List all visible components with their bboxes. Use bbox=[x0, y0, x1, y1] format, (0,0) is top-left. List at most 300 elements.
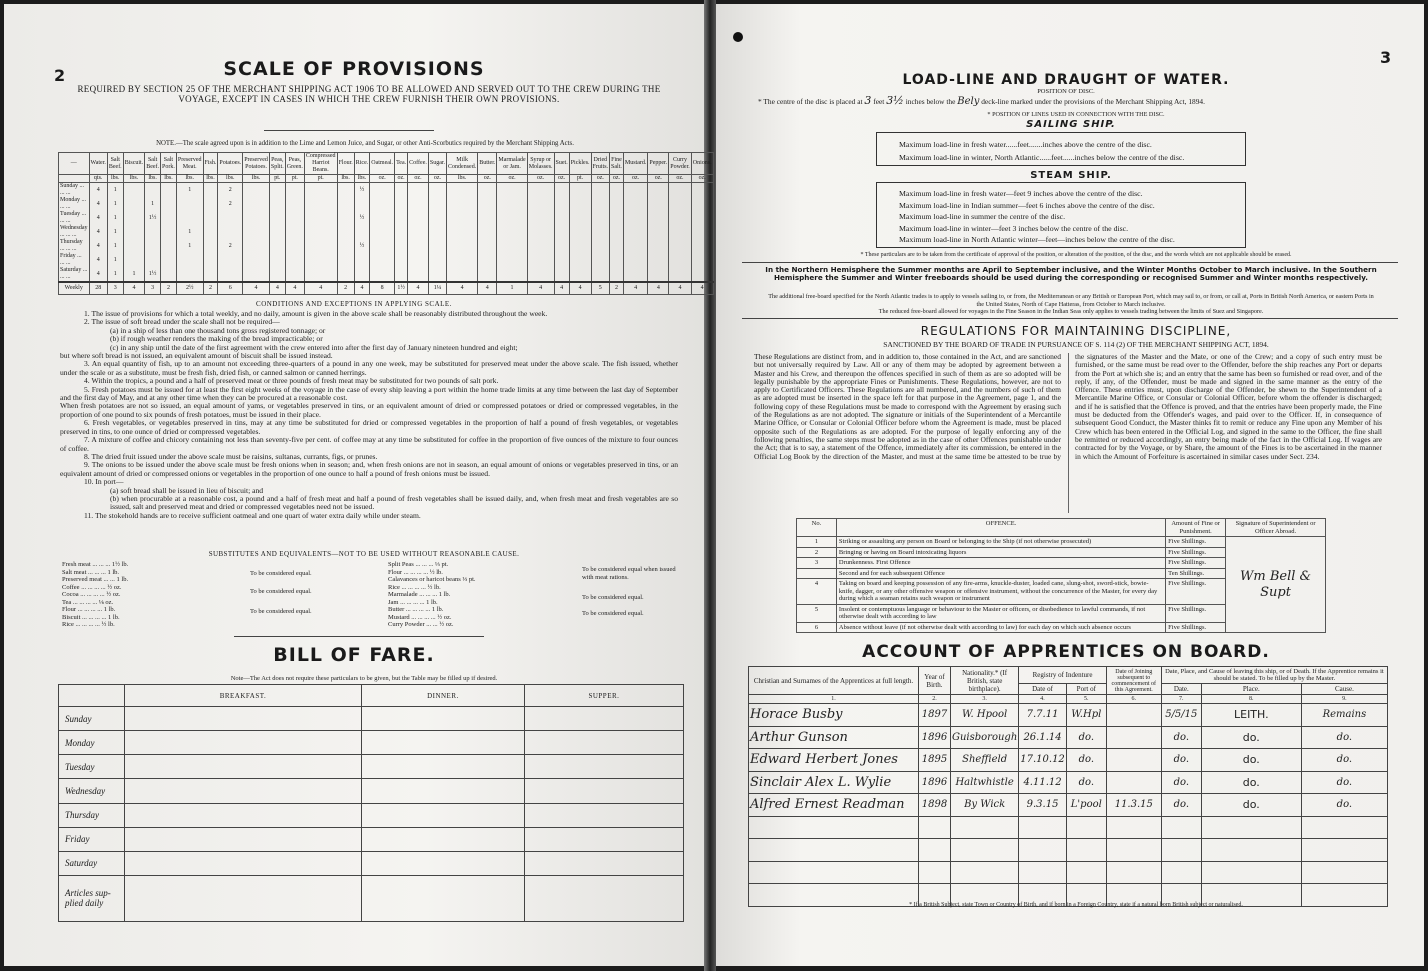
provision-col: Pickles. bbox=[569, 153, 591, 175]
provision-cell bbox=[176, 253, 203, 267]
provision-cell bbox=[478, 183, 497, 198]
apprentice-year[interactable]: 1895 bbox=[919, 749, 951, 772]
fare-cell[interactable] bbox=[361, 707, 524, 731]
apprentice-name[interactable]: Alfred Ernest Readman bbox=[749, 794, 919, 817]
apprentice-place[interactable] bbox=[1201, 861, 1301, 884]
equal-meat-label: To be considered equal when issued with meat rations. bbox=[582, 566, 676, 581]
apprentice-place[interactable]: LEITH. bbox=[1201, 704, 1301, 727]
apprentice-cause[interactable]: do. bbox=[1301, 794, 1387, 817]
apprentice-ldate[interactable] bbox=[1161, 861, 1201, 884]
fare-cell[interactable] bbox=[125, 755, 362, 779]
provision-cell bbox=[337, 239, 354, 253]
fare-cell[interactable] bbox=[361, 731, 524, 755]
provision-cell bbox=[243, 225, 270, 239]
provision-cell: 1 bbox=[107, 239, 123, 253]
provision-cell: 4 bbox=[89, 211, 107, 225]
day-label: Friday ... ... ... bbox=[59, 253, 90, 267]
apprentice-port[interactable] bbox=[1066, 816, 1106, 839]
fare-row bbox=[59, 827, 684, 851]
provision-cell: 1 bbox=[145, 197, 161, 211]
fare-cell[interactable] bbox=[125, 851, 362, 875]
provision-cell bbox=[691, 253, 713, 267]
apprentice-place[interactable]: do. bbox=[1201, 749, 1301, 772]
provision-cell bbox=[370, 197, 395, 211]
condition-item: 8. The dried fruit issued under the above scale must be raisins, sultanas, currants, figs, or prunes. bbox=[84, 451, 378, 461]
sailing-box bbox=[876, 132, 1246, 166]
apprentice-cause[interactable] bbox=[1301, 839, 1387, 862]
column-number: 3. bbox=[951, 695, 1019, 704]
fare-cell[interactable] bbox=[524, 803, 683, 827]
provision-cell bbox=[478, 253, 497, 267]
offence-no: 4 bbox=[797, 579, 837, 605]
apprentice-port[interactable]: L'pool bbox=[1066, 794, 1106, 817]
weekly-cell: 8 bbox=[370, 282, 395, 294]
unit-cell: pt. bbox=[269, 175, 285, 183]
condition-item: but where soft bread is not issued, an equivalent amount of biscuit shall be issued instead. bbox=[60, 351, 333, 361]
apprentice-nat[interactable]: Guisborough bbox=[951, 726, 1019, 749]
unit-cell: lbs. bbox=[337, 175, 354, 183]
apprentice-nat[interactable]: By Wick bbox=[951, 794, 1019, 817]
provision-cell bbox=[269, 239, 285, 253]
provision-col: Milk Condensed. bbox=[447, 153, 478, 175]
column-number: 1. bbox=[749, 695, 919, 704]
equal-label-4: To be considered equal. bbox=[582, 594, 644, 601]
apprentice-nat[interactable]: Sheffield bbox=[951, 749, 1019, 772]
hemisphere-note: In the Northern Hemisphere the Summer months are April to September inclusive, and the Winter Months October to March inclusive. In the Southern Hemisphere the Summer and Winter freeboards should be used during the corresponding or recognised Summer and Winter months respectively. bbox=[765, 265, 1377, 283]
substitute-item: Fresh meat ... ... ... 1½ lb. bbox=[62, 561, 129, 568]
fare-day: Saturday bbox=[59, 851, 125, 875]
weekly-cell: 4 bbox=[243, 282, 270, 294]
weekly-cell: 5 bbox=[591, 282, 610, 294]
apprentice-port[interactable]: do. bbox=[1066, 749, 1106, 772]
provision-cell bbox=[304, 197, 337, 211]
provision-row bbox=[59, 225, 714, 239]
fare-day: Friday bbox=[59, 827, 125, 851]
weekly-cell: 1½ bbox=[395, 282, 408, 294]
fare-cell[interactable] bbox=[361, 779, 524, 803]
provision-cell bbox=[395, 225, 408, 239]
apprentice-join[interactable] bbox=[1106, 816, 1161, 839]
weekly-cell: 3 bbox=[107, 282, 123, 294]
provision-cell bbox=[669, 197, 692, 211]
apprentice-name[interactable]: Horace Busby bbox=[749, 704, 919, 727]
apprentice-join[interactable] bbox=[1106, 861, 1161, 884]
apprentice-nat[interactable]: W. Hpool bbox=[951, 704, 1019, 727]
provision-cell bbox=[447, 211, 478, 225]
apprentice-nat[interactable] bbox=[951, 816, 1019, 839]
provision-cell bbox=[648, 225, 669, 239]
provision-cell bbox=[304, 239, 337, 253]
apprentice-cause[interactable]: do. bbox=[1301, 749, 1387, 772]
apprentice-ldate[interactable]: do. bbox=[1161, 794, 1201, 817]
provision-cell bbox=[285, 267, 304, 282]
apprentice-row bbox=[749, 794, 1388, 817]
condition-item: (a) in a ship of less than one thousand tons gross registered tonnage; or bbox=[110, 325, 326, 335]
apprentice-year[interactable]: 1897 bbox=[919, 704, 951, 727]
provision-col: Coffee. bbox=[408, 153, 429, 175]
substitutes-left bbox=[62, 561, 242, 629]
unit-cell: oz. bbox=[370, 175, 395, 183]
provision-cell bbox=[395, 183, 408, 198]
fare-day: Tuesday bbox=[59, 755, 125, 779]
fare-cell[interactable] bbox=[125, 707, 362, 731]
fare-cell[interactable] bbox=[125, 731, 362, 755]
provision-cell bbox=[354, 197, 370, 211]
offence-fine: Ten Shillings. bbox=[1166, 568, 1226, 579]
left-page bbox=[4, 4, 712, 966]
equal-label-5: To be considered equal. bbox=[582, 610, 644, 617]
substitutes-title: SUBSTITUTES AND EQUIVALENTS—NOT TO BE USED WITHOUT REASONABLE CAUSE. bbox=[208, 550, 520, 558]
provision-cell: 1 bbox=[107, 253, 123, 267]
provision-col: Fine Salt. bbox=[610, 153, 624, 175]
apprentice-port[interactable] bbox=[1066, 861, 1106, 884]
fare-cell[interactable] bbox=[361, 755, 524, 779]
provision-cell bbox=[243, 267, 270, 282]
bill-note: Note—The Act does not require these particulars to be given, but the Table may be filled up if desired. bbox=[230, 675, 498, 682]
fare-cell[interactable] bbox=[524, 731, 683, 755]
provision-cell: 1 bbox=[123, 267, 145, 282]
day-label: Monday ... ... ... bbox=[59, 197, 90, 211]
unit-cell: pt. bbox=[569, 175, 591, 183]
provision-cell bbox=[447, 197, 478, 211]
provision-cell bbox=[527, 267, 554, 282]
provision-cell bbox=[610, 225, 624, 239]
provision-cell: 4 bbox=[89, 225, 107, 239]
provision-cell: 4 bbox=[89, 239, 107, 253]
fare-cell[interactable] bbox=[361, 803, 524, 827]
offence-fine: Five Shillings. bbox=[1166, 579, 1226, 605]
weekly-cell: 4 bbox=[669, 282, 692, 294]
provision-cell bbox=[569, 225, 591, 239]
apprentice-nat[interactable] bbox=[951, 839, 1019, 862]
provision-cell bbox=[269, 183, 285, 198]
fare-day: Sunday bbox=[59, 707, 125, 731]
apprentice-port[interactable]: do. bbox=[1066, 771, 1106, 794]
unit-cell: lbs. bbox=[354, 175, 370, 183]
provision-cell bbox=[648, 211, 669, 225]
provision-col: Preserved Potatoes. bbox=[243, 153, 270, 175]
provision-cell bbox=[497, 239, 527, 253]
column-number: 9. bbox=[1301, 695, 1387, 704]
substitute-item: Curry Powder ... ... ½ oz. bbox=[388, 621, 454, 628]
apprentice-join[interactable] bbox=[1106, 749, 1161, 772]
apprentice-ldate[interactable]: do. bbox=[1161, 771, 1201, 794]
provision-cell bbox=[478, 267, 497, 282]
offence-no: 3 bbox=[797, 558, 837, 569]
apprentice-date[interactable] bbox=[1019, 816, 1067, 839]
apprentice-name[interactable] bbox=[749, 816, 919, 839]
substitute-item: Flour ... ... ... ... ½ lb. bbox=[388, 568, 443, 576]
fare-cell[interactable] bbox=[125, 875, 362, 921]
provision-cell bbox=[669, 183, 692, 198]
provision-cell bbox=[648, 183, 669, 198]
provision-cell bbox=[176, 211, 203, 225]
apprentice-place[interactable]: do. bbox=[1201, 771, 1301, 794]
provision-cell bbox=[428, 253, 446, 267]
provision-cell bbox=[669, 225, 692, 239]
unit-cell: oz. bbox=[408, 175, 429, 183]
apprentice-year[interactable]: 1896 bbox=[919, 726, 951, 749]
unit-cell: oz. bbox=[497, 175, 527, 183]
substitute-item: Cocoa ... ... ... ... ½ oz. bbox=[62, 591, 121, 598]
provision-cell bbox=[123, 239, 145, 253]
apprentice-row bbox=[749, 861, 1388, 884]
provision-cell bbox=[497, 225, 527, 239]
provision-cell bbox=[648, 197, 669, 211]
provision-cell bbox=[304, 225, 337, 239]
unit-cell: lbs. bbox=[107, 175, 123, 183]
apprentice-join[interactable] bbox=[1106, 726, 1161, 749]
apprentice-date[interactable]: 17.10.12 bbox=[1019, 749, 1067, 772]
unit-cell: oz. bbox=[554, 175, 569, 183]
condition-item: 5. Fresh potatoes must be issued for at least the first eight weeks of the voyage in the case of every ship leaving a port within the home trade limits at any time between the last day of September and the first day of May, and at any other time when they can be procured at a reasonable cost. bbox=[60, 384, 678, 403]
fare-cell[interactable] bbox=[361, 875, 524, 921]
apprentice-cause[interactable]: Remains bbox=[1301, 704, 1387, 727]
provision-cell bbox=[478, 197, 497, 211]
apprentice-ldate[interactable]: do. bbox=[1161, 749, 1201, 772]
column-number: 8. bbox=[1201, 695, 1301, 704]
weekly-cell: 2 bbox=[161, 282, 177, 294]
apprentice-ldate[interactable]: do. bbox=[1161, 726, 1201, 749]
provision-cell bbox=[569, 183, 591, 198]
apprentice-join[interactable] bbox=[1106, 704, 1161, 727]
provision-cell bbox=[161, 197, 177, 211]
provision-cell bbox=[395, 197, 408, 211]
provision-row bbox=[59, 253, 714, 267]
apprentice-place[interactable]: do. bbox=[1201, 794, 1301, 817]
provision-cell bbox=[203, 267, 218, 282]
apprentice-date[interactable] bbox=[1019, 839, 1067, 862]
provision-cell bbox=[408, 197, 429, 211]
provision-cell bbox=[569, 253, 591, 267]
provision-col: Butter. bbox=[478, 153, 497, 175]
substitute-item: Split Peas ... ... ... ⅓ pt. bbox=[388, 561, 449, 568]
provision-cell bbox=[354, 253, 370, 267]
provision-cell bbox=[691, 225, 713, 239]
col-supper: SUPPER. bbox=[524, 685, 683, 707]
fare-row bbox=[59, 875, 684, 921]
apprentice-name[interactable] bbox=[749, 861, 919, 884]
apprentice-cause[interactable] bbox=[1301, 816, 1387, 839]
apprentice-year[interactable] bbox=[919, 839, 951, 862]
apprentice-date[interactable] bbox=[1019, 861, 1067, 884]
provision-cell bbox=[304, 253, 337, 267]
provisions-table: — Water. Salt Beef. Biscuit. Salt Beef. Salt Pork. Preserved Meat. Fish. Potatoes. Preserved Potatoes. Peas, Split. Peas, Green. Compressed Harriot Beans. Flour. Rice. Oatmeal. Tea. Coffee. Sugar. Milk Condensed. Butter. Marmalade or Jam. Syrup or Molasses. Suet. Pickles. Dried Fruits. Fine Salt. Mustard. Pepper. Curry Powder. Onions. qts. lbs. lbs. lbs. lbs. lbs. lbs. lbs. lbs. pt. pt. pt. lbs. lbs. oz. oz. oz. oz. lbs. oz. oz. oz. oz. pt. oz. oz. oz. oz. oz. oz. Sunday ... ... ... 4 1 1 2 ½ Monday ... ... ... 4 1 1 2 Tuesday ... ... ... 4 1 1½ ½ Wednesday ... ... ... 4 1 1 Thursday ... ... ... 4 1 1 2 ½ Friday ... ... ... 4 1 Saturday ... ... ... 4 1 1 1½ Weekly 28 3 4 3 2 2½ 2 6 4 4 4 4 2 4 8 1½ 4 1¼ 4 4 1 4 4 4 5 2 4 4 4 4 bbox=[58, 152, 714, 295]
fare-cell[interactable] bbox=[524, 851, 683, 875]
apprentice-year[interactable]: 1896 bbox=[919, 771, 951, 794]
apprentice-year[interactable] bbox=[919, 861, 951, 884]
provision-cell bbox=[691, 211, 713, 225]
day-label: Thursday ... ... ... bbox=[59, 239, 90, 253]
apprentice-place[interactable]: do. bbox=[1201, 726, 1301, 749]
provision-cell bbox=[623, 211, 648, 225]
apprentice-name[interactable]: Arthur Gunson bbox=[749, 726, 919, 749]
substitute-item: Calavances or haricot beans ⅓ pt. bbox=[388, 576, 476, 583]
fare-day: Articles sup-plied daily bbox=[59, 875, 125, 921]
condition-item: (b) when procurable at a reasonable cost, a pound and a half of fresh meat and half a pound of fresh vegetables shall be issued daily, and, when fresh meat and fresh vegetables are so issued, salt and preserved meat and dried or compressed vegetables need not be issued. bbox=[110, 493, 678, 512]
apprentice-ldate[interactable] bbox=[1161, 839, 1201, 862]
fare-cell[interactable] bbox=[524, 827, 683, 851]
steam-line: Maximum load-line in summer the centre of the disc. bbox=[899, 212, 1066, 221]
unit-cell: pt. bbox=[304, 175, 337, 183]
offence-text: Bringing or having on Board intoxicating liquors bbox=[836, 547, 1165, 558]
provision-col: Pepper. bbox=[648, 153, 669, 175]
fare-cell[interactable] bbox=[125, 803, 362, 827]
weekly-cell: 4 bbox=[269, 282, 285, 294]
apprentice-name[interactable]: Sinclair Alex L. Wylie bbox=[749, 771, 919, 794]
day-label: Tuesday ... ... ... bbox=[59, 211, 90, 225]
apprentice-port[interactable] bbox=[1066, 839, 1106, 862]
fare-cell[interactable] bbox=[125, 827, 362, 851]
page-title: SCALE OF PROVISIONS bbox=[223, 58, 485, 80]
provision-cell bbox=[123, 183, 145, 198]
apprentice-cause[interactable]: do. bbox=[1301, 771, 1387, 794]
fare-cell[interactable] bbox=[524, 779, 683, 803]
provision-cell bbox=[554, 253, 569, 267]
weekly-cell: 4 bbox=[691, 282, 713, 294]
fare-cell[interactable] bbox=[524, 875, 683, 921]
provision-cell bbox=[527, 239, 554, 253]
apprentice-join[interactable]: 11.3.15 bbox=[1106, 794, 1161, 817]
provision-cell: 1½ bbox=[145, 267, 161, 282]
provision-cell bbox=[527, 225, 554, 239]
provision-cell bbox=[370, 225, 395, 239]
provision-cell bbox=[285, 211, 304, 225]
provision-cell bbox=[554, 225, 569, 239]
substitute-item: Mustard ... ... ... ... ½ oz. bbox=[388, 613, 452, 621]
substitute-item: Biscuit ... ... ... ... 1 lb. bbox=[62, 613, 120, 621]
provision-cell bbox=[354, 225, 370, 239]
offence-fine: Five Shillings. bbox=[1166, 537, 1226, 548]
provision-cell bbox=[447, 225, 478, 239]
apprentice-place[interactable] bbox=[1201, 839, 1301, 862]
apprentice-nat[interactable]: Haltwhistle bbox=[951, 771, 1019, 794]
apprentice-name[interactable]: Edward Herbert Jones bbox=[749, 749, 919, 772]
provision-row bbox=[59, 239, 714, 253]
apprentice-name[interactable] bbox=[749, 839, 919, 862]
unit-cell: oz. bbox=[395, 175, 408, 183]
provision-cell bbox=[623, 183, 648, 198]
unit-cell: lbs. bbox=[203, 175, 218, 183]
weekly-cell: 2½ bbox=[176, 282, 203, 294]
apprentice-join[interactable] bbox=[1106, 771, 1161, 794]
offence-text: Absence without leave (if not otherwise dealt with according to law) for each day on which such absence occurs bbox=[836, 622, 1165, 633]
weekly-cell: 4 bbox=[527, 282, 554, 294]
offence-fine: Five Shillings. bbox=[1166, 558, 1226, 569]
provision-row bbox=[59, 211, 714, 225]
provision-cell bbox=[497, 253, 527, 267]
unit-cell: lbs. bbox=[145, 175, 161, 183]
provision-cell bbox=[395, 253, 408, 267]
weekly-row bbox=[59, 282, 714, 294]
provision-cell bbox=[527, 253, 554, 267]
apprentice-date[interactable]: 26.1.14 bbox=[1019, 726, 1067, 749]
apprentice-year[interactable] bbox=[919, 816, 951, 839]
apprentice-cause[interactable]: do. bbox=[1301, 726, 1387, 749]
apprentice-year[interactable]: 1898 bbox=[919, 794, 951, 817]
fare-cell[interactable] bbox=[524, 755, 683, 779]
condition-item: 4. Within the tropics, a pound and a half of preserved meat or three pounds of fresh meat may be substituted for two pounds of salt pork. bbox=[84, 376, 499, 386]
freeboard-note-1: The additional free-board specified for the North Atlantic trades is to apply to vessels sailing to, or from, the Mediterranean or any British or European Port, which may sail to, or from, or call at, Ports in British North America, or eastern Ports in the United States, North of Cape Hatteras, from October to March inclusive. bbox=[768, 293, 1374, 308]
provision-cell bbox=[554, 183, 569, 198]
provision-cell bbox=[218, 267, 243, 282]
position-of-disc: POSITION OF DISC. bbox=[1037, 88, 1095, 95]
note: NOTE.—The scale agreed upon is in addition to the Lime and Lemon Juice, and Sugar, or other Anti-Scorbutics required by the Merchant Shipping Acts. bbox=[156, 140, 574, 147]
weekly-cell: 4 bbox=[285, 282, 304, 294]
substitutes-right bbox=[388, 561, 580, 629]
apprentice-row bbox=[749, 771, 1388, 794]
apprentice-row bbox=[749, 839, 1388, 862]
apprentice-ldate[interactable] bbox=[1161, 816, 1201, 839]
unit-cell: qts. bbox=[89, 175, 107, 183]
condition-item: (c) in any ship until the date of the first agreement with the crew entered into after the first day of January nineteen hundred and eight; bbox=[110, 342, 518, 352]
provision-cell: ½ bbox=[354, 239, 370, 253]
provision-cell bbox=[497, 211, 527, 225]
provision-col: Compressed Harriot Beans. bbox=[305, 153, 336, 173]
apprentice-nat[interactable] bbox=[951, 861, 1019, 884]
apprentice-cause[interactable] bbox=[1301, 861, 1387, 884]
substitute-item: Rice ... ... ... ... ½ lb. bbox=[388, 583, 441, 591]
apprentice-row bbox=[749, 816, 1388, 839]
provision-cell bbox=[218, 225, 243, 239]
apprentice-port[interactable]: W.Hpl bbox=[1066, 704, 1106, 727]
apprentice-ldate[interactable]: 5/5/15 bbox=[1161, 704, 1201, 727]
weekly-cell: 4 bbox=[623, 282, 648, 294]
apprentice-place[interactable] bbox=[1201, 816, 1301, 839]
substitute-item: Salt meat ... ... ... 1 lb. bbox=[62, 568, 120, 576]
apprentice-date[interactable]: 4.11.12 bbox=[1019, 771, 1067, 794]
provision-col: Salt Beef. bbox=[145, 153, 161, 175]
provision-cell bbox=[408, 239, 429, 253]
provision-cell bbox=[527, 211, 554, 225]
apprentices-footnote: * If a British Subject, state Town or Country of Birth, and if born in a Foreign Country, state if a natural born British subject or naturalised. bbox=[909, 902, 1243, 908]
day-label: Saturday ... ... ... bbox=[60, 267, 88, 280]
apprentice-date[interactable]: 9.3.15 bbox=[1019, 794, 1067, 817]
provision-cell bbox=[408, 267, 429, 282]
fare-cell[interactable] bbox=[524, 707, 683, 731]
provision-cell: 1½ bbox=[145, 211, 161, 225]
provision-cell bbox=[243, 253, 270, 267]
fare-cell[interactable] bbox=[361, 827, 524, 851]
fare-cell[interactable] bbox=[361, 851, 524, 875]
substitute-item: Flour ... ... ... ... 1 lb. bbox=[62, 606, 116, 613]
provision-cell bbox=[591, 197, 610, 211]
fare-cell[interactable] bbox=[125, 779, 362, 803]
apprentice-date[interactable]: 7.7.11 bbox=[1019, 704, 1067, 727]
provision-cell bbox=[161, 183, 177, 198]
page-number: 3 bbox=[1380, 48, 1392, 67]
provision-cell bbox=[408, 253, 429, 267]
offence-no: 1 bbox=[797, 537, 837, 548]
provision-cell bbox=[123, 253, 145, 267]
provision-cell bbox=[161, 211, 177, 225]
provision-cell bbox=[243, 239, 270, 253]
provision-cell bbox=[408, 225, 429, 239]
weekly-cell: 4 bbox=[478, 282, 497, 294]
freeboard-note-2: The reduced free-board allowed for voyages in the Fine Season in the Indian Seas only applies to vessels trading between the limits of Suez and Singapore. bbox=[878, 308, 1264, 315]
condition-item: 7. A mixture of coffee and chicory containing not less than seventy-five per cent. of coffee may at any time be substituted for coffee in the proportion of five ounces of the mixture to four ounces of coffee. bbox=[60, 435, 678, 453]
weekly-cell: 4 bbox=[569, 282, 591, 294]
weekly-cell: 3 bbox=[145, 282, 161, 294]
apprentice-port[interactable]: do. bbox=[1066, 726, 1106, 749]
steam-line: Maximum load-line in North Atlantic winter—feet—inches below the centre of the disc. bbox=[899, 235, 1175, 244]
condition-item: 2. The issue of soft bread under the scale shall not be required— bbox=[84, 317, 280, 327]
unit-cell: lbs. bbox=[243, 175, 270, 183]
provision-cell bbox=[623, 225, 648, 239]
weekly-cell: 4 bbox=[304, 282, 337, 294]
steam-line: Maximum load-line in winter—feet 3 inches below the centre of the disc. bbox=[899, 223, 1129, 233]
apprentice-join[interactable] bbox=[1106, 839, 1161, 862]
